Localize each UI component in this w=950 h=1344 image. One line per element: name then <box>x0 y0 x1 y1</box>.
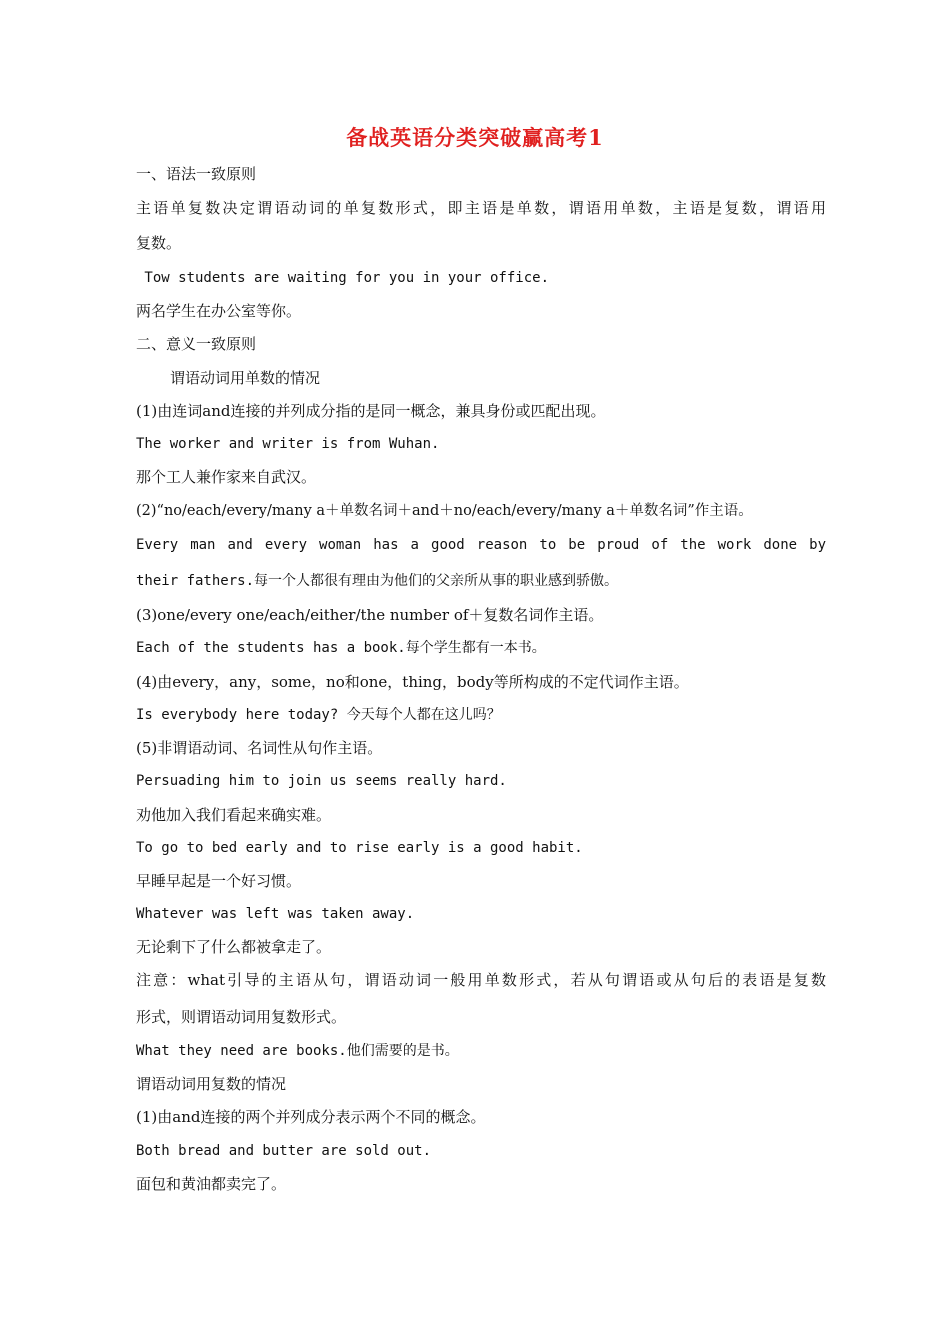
translation-line: 那个工人兼作家来自武汉。 <box>136 468 317 486</box>
document-title: 备战英语分类突破赢高考1 <box>346 125 604 150</box>
translation-line: 两名学生在办公室等你。 <box>136 302 302 320</box>
rule-line: (2)“no/each/every/many a＋单数名词＋and＋no/each/every/many a＋单数名词”作主语。 <box>136 503 753 519</box>
example-sentence: To go to bed early and to rise early is a good habit. <box>136 840 583 856</box>
subheading: 谓语动词用复数的情况 <box>136 1075 287 1093</box>
translation-line: 无论剩下了什么都被拿走了。 <box>136 938 332 956</box>
note-line: 形式，则谓语动词用复数形式。 <box>136 1008 347 1026</box>
example-sentence: their fathers.每一个人都很有理由为他们的父亲所从事的职业感到骄傲。 <box>136 573 619 589</box>
example-sentence: Is everybody here today? 今天每个人都在这儿吗？ <box>136 707 501 723</box>
example-sentence: What they need are books.他们需要的是书。 <box>136 1043 459 1059</box>
note-line: 注意：what引导的主语从句，谓语动词一般用单数形式，若从句谓语或从句后的表语是复数 <box>136 971 826 989</box>
subheading: 谓语动词用单数的情况 <box>170 369 321 387</box>
translation-line: 早睡早起是一个好习惯。 <box>136 872 302 890</box>
rule-line: (3)one/every one/each/either/the number of＋复数名词作主语。 <box>136 606 604 624</box>
section-heading: 一、语法一致原则 <box>136 165 257 183</box>
rule-line: (1)由连词and连接的并列成分指的是同一概念，兼具身份或匹配出现。 <box>136 402 606 420</box>
example-sentence: Both bread and butter are sold out. <box>136 1143 432 1159</box>
rule-line: (1)由and连接的两个并列成分表示两个不同的概念。 <box>136 1108 486 1126</box>
paragraph-line: 复数。 <box>136 234 182 252</box>
section-heading: 二、意义一致原则 <box>136 335 257 353</box>
example-sentence: Whatever was left was taken away. <box>136 906 415 922</box>
example-sentence: Tow students are waiting for you in your office. <box>136 270 550 286</box>
translation-line: 面包和黄油都卖完了。 <box>136 1175 287 1193</box>
example-sentence: Every man and every woman has a good reason to be proud of the work done by <box>136 537 826 553</box>
translation-line: 劝他加入我们看起来确实难。 <box>136 806 332 824</box>
paragraph-line: 主语单复数决定谓语动词的单复数形式，即主语是单数，谓语用单数，主语是复数，谓语用 <box>136 199 826 217</box>
rule-line: (4)由every，any，some，no和one，thing，body等所构成的不定代词作主语。 <box>136 673 689 691</box>
rule-line: (5)非谓语动词、名词性从句作主语。 <box>136 739 383 757</box>
example-sentence: Persuading him to join us seems really hard. <box>136 773 507 789</box>
example-sentence: The worker and writer is from Wuhan. <box>136 436 440 452</box>
example-sentence: Each of the students has a book.每个学生都有一本书。 <box>136 640 546 656</box>
